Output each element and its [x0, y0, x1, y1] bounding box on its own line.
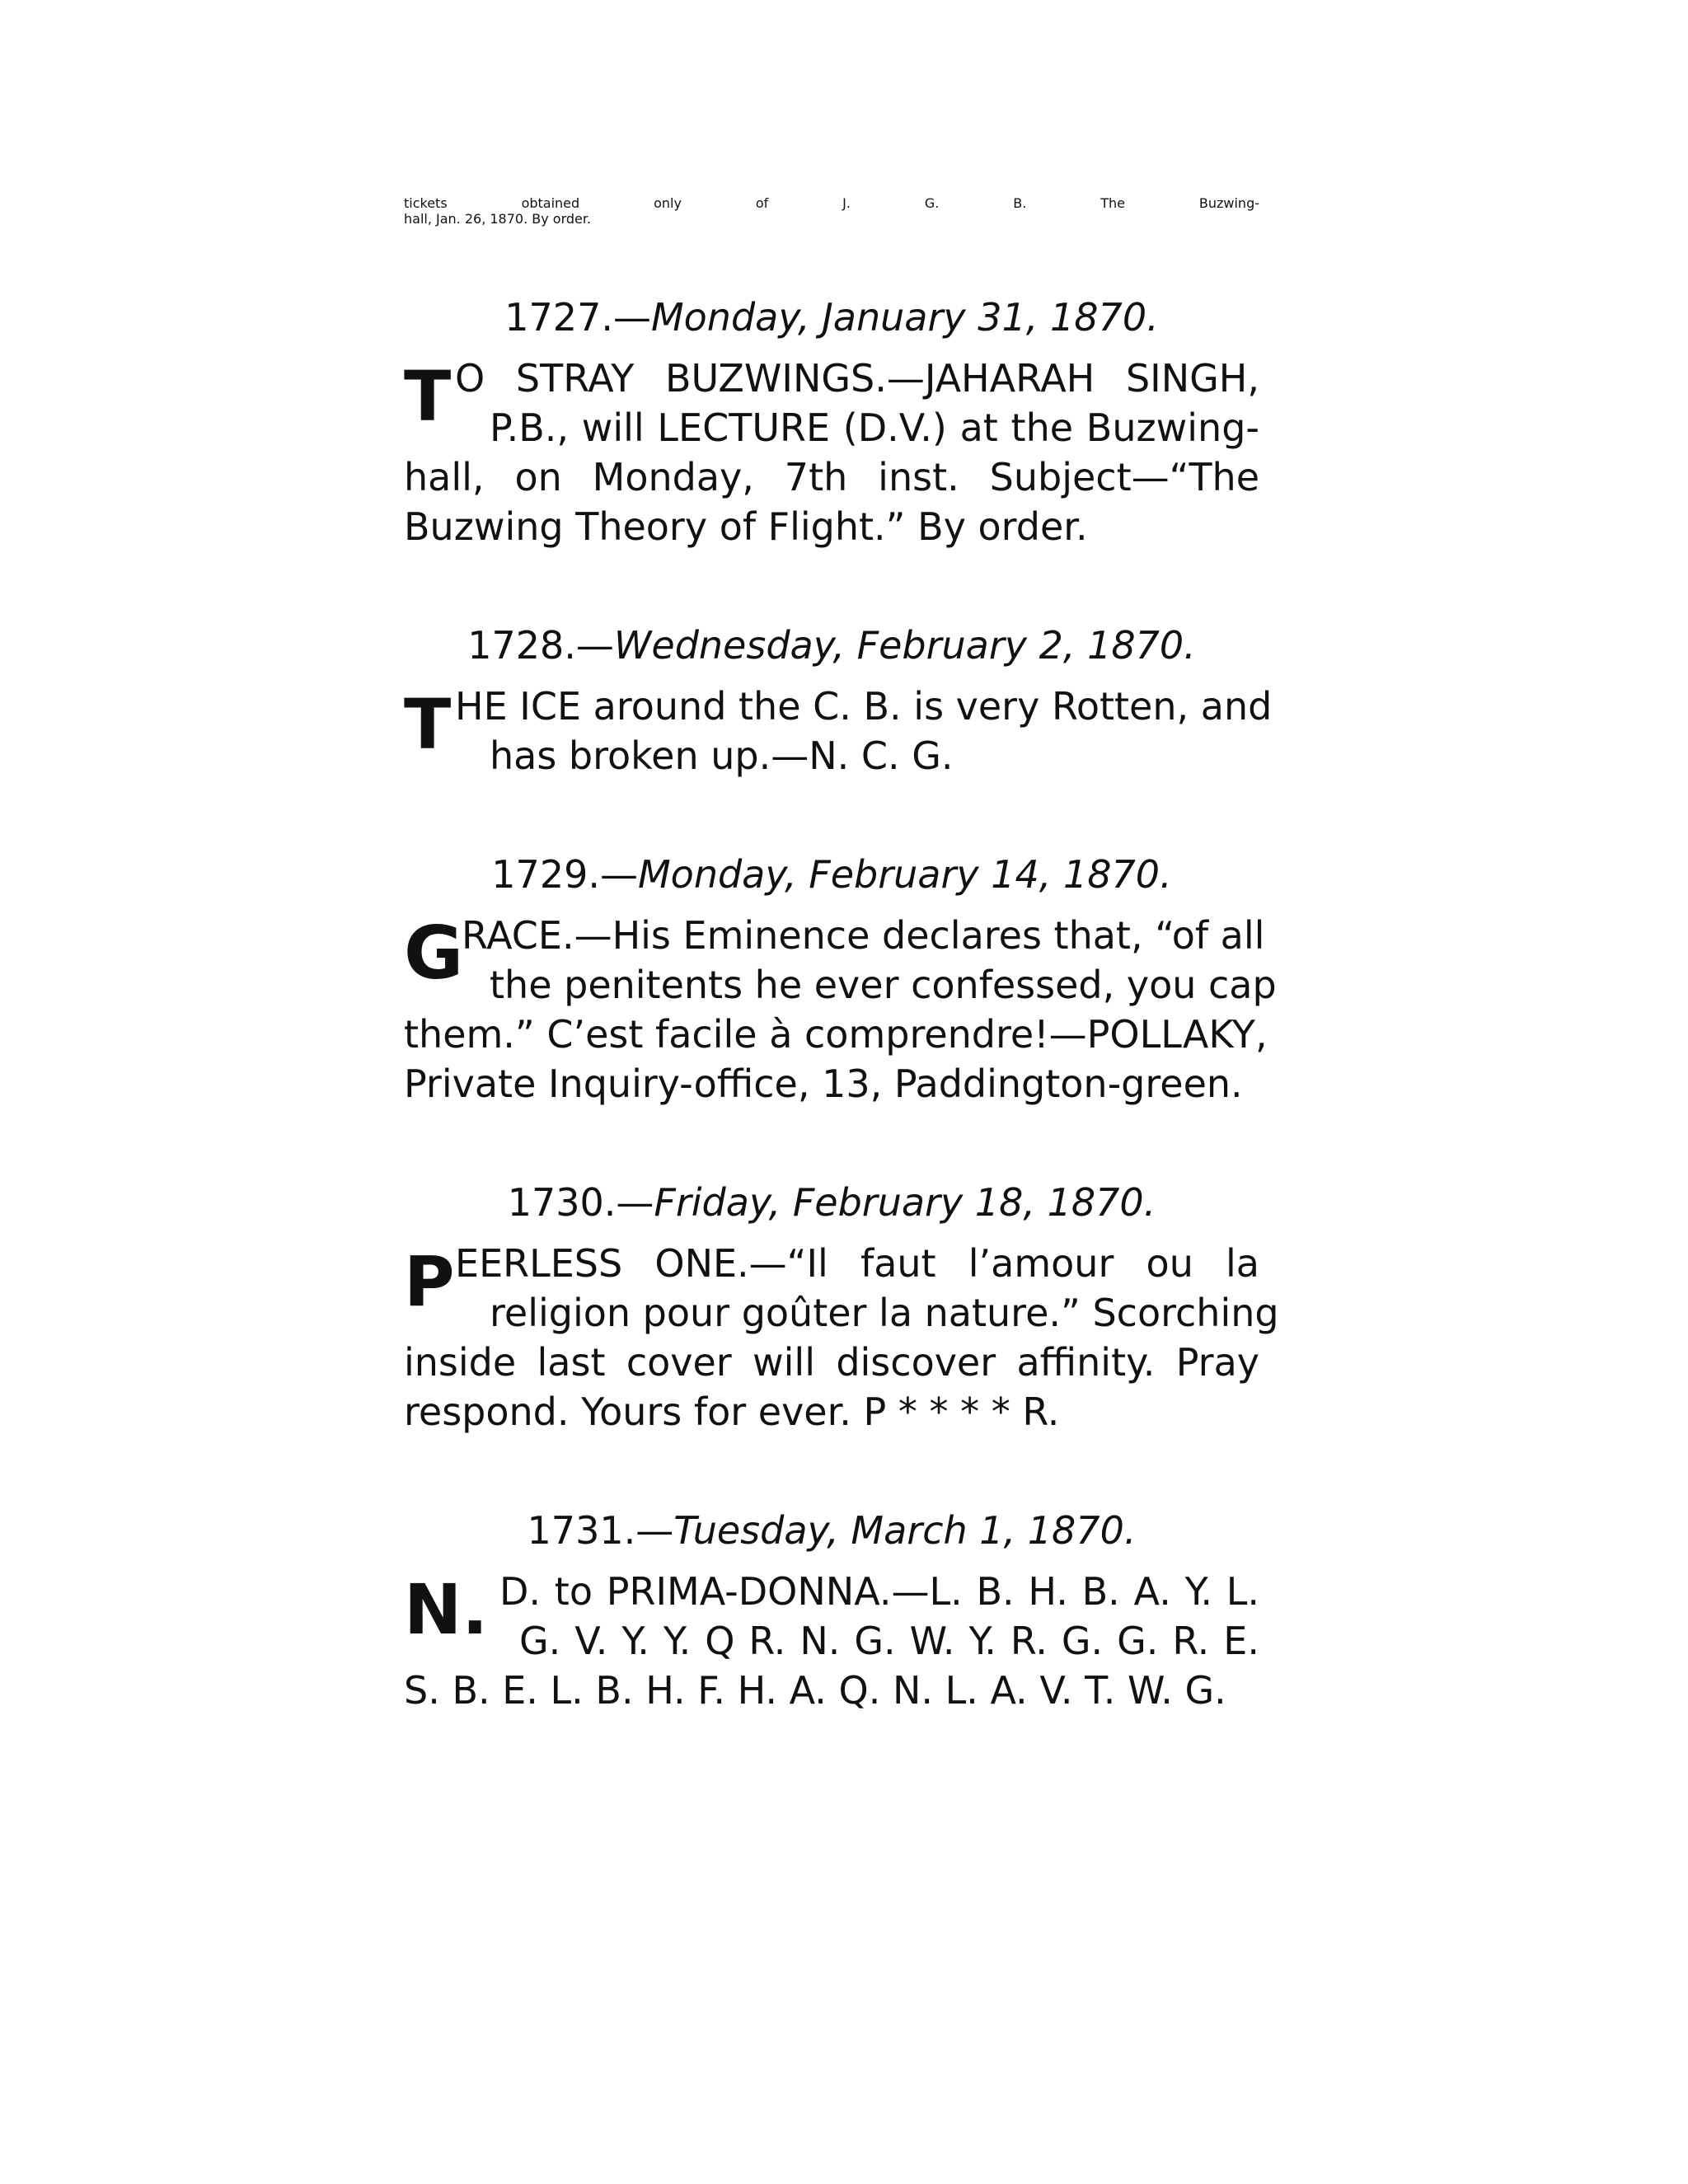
entry-body	[404, 354, 1259, 551]
entry-line: religion pour goûter la nature.” Scorching	[490, 1291, 1279, 1335]
entry-line: D. to PRIMA-DONNA.—L. B. H. B. A. Y. L.	[499, 1569, 1259, 1614]
intro-line: hall, Jan. 26, 1870. By order.	[404, 211, 592, 227]
entry-line: O STRAY BUZWINGS.—JAHARAH SINGH,	[455, 356, 1259, 401]
entry-line: RACE.—His Eminence declares that, “of all	[462, 913, 1265, 958]
drop-cap: T	[404, 684, 452, 765]
entry-line: G. V. Y. Y. Q R. N. G. W. Y. R. G. G. R. E.	[519, 1619, 1259, 1663]
intro-line: tickets obtained only of J. G. B. The Buzwing-	[404, 195, 1259, 211]
entry-body	[404, 682, 1273, 780]
intro-paragraph	[404, 195, 1259, 227]
drop-cap: G	[404, 911, 464, 996]
document-page	[404, 195, 1279, 1784]
entry-line: inside last cover will discover affinity. Pray	[404, 1340, 1259, 1385]
entry-heading	[404, 621, 1259, 670]
entry-line: EERLESS ONE.—“Il faut l’amour ou la	[455, 1241, 1259, 1286]
entry-body	[404, 911, 1277, 1108]
entry-number: 1730.—	[507, 1180, 654, 1225]
entry-number: 1729.—	[491, 852, 638, 897]
entry-line: the penitents he ever confessed, you cap	[490, 963, 1277, 1007]
entry-line: Buzwing Theory of Flight.” By order.	[404, 504, 1088, 549]
entry-line: Private Inquiry-office, 13, Paddington-green.	[404, 1062, 1243, 1106]
entry-line: them.” C’est facile à comprendre!—POLLAKY,	[404, 1012, 1268, 1057]
drop-cap: N.	[404, 1569, 489, 1650]
entry-line: P.B., will LECTURE (D.V.) at the Buzwing-	[490, 405, 1259, 450]
entry-line: has broken up.—N. C. G.	[490, 733, 954, 778]
entry-1727	[404, 293, 1259, 551]
entry-1730	[404, 1178, 1279, 1436]
entry-1728	[404, 621, 1273, 780]
entry-date: Tuesday, March 1, 1870.	[673, 1508, 1137, 1553]
entry-1731	[404, 1506, 1259, 1715]
entry-date: Wednesday, February 2, 1870.	[613, 623, 1196, 668]
entry-number: 1727.—	[504, 295, 651, 340]
entry-number: 1731.—	[527, 1508, 674, 1553]
entry-body	[404, 1239, 1279, 1436]
entry-1729	[404, 850, 1277, 1108]
entry-line: HE ICE around the C. B. is very Rotten, and	[455, 684, 1273, 729]
entry-line: respond. Yours for ever. P * * * * R.	[404, 1390, 1060, 1434]
drop-cap: P	[404, 1241, 455, 1322]
entry-line: S. B. E. L. B. H. F. H. A. Q. N. L. A. V. T. W. G.	[404, 1668, 1226, 1713]
entry-heading	[404, 1506, 1259, 1555]
entry-heading	[404, 293, 1259, 342]
entry-date: Monday, January 31, 1870.	[650, 295, 1159, 340]
entry-heading	[404, 850, 1259, 899]
drop-cap: T	[404, 356, 452, 437]
entry-number: 1728.—	[467, 623, 614, 668]
entry-date: Monday, February 14, 1870.	[637, 852, 1172, 897]
entry-heading	[404, 1178, 1259, 1227]
entry-date: Friday, February 18, 1870.	[654, 1180, 1156, 1225]
entry-body	[404, 1567, 1259, 1715]
entry-line: hall, on Monday, 7th inst. Subject—“The	[404, 455, 1259, 499]
